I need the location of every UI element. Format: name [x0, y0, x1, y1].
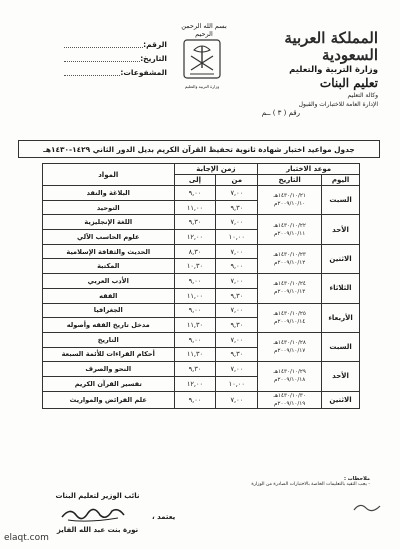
hijri-date: ١٤٣٠/١٠/٣٠هـ: [273, 392, 306, 399]
signatory-name: نورة بنت عبد الله الفايز: [56, 526, 139, 534]
gregorian-date: ٢٠٠٩/١٠/١٨م: [274, 377, 306, 384]
time-to-cell: ١٢,٠٠: [174, 376, 216, 391]
time-from-cell: ٧,٠٠: [216, 244, 258, 259]
gregorian-date: ٢٠٠٩/١٠/١٤م: [274, 318, 306, 325]
time-from-cell: ٩,٣٠: [216, 288, 258, 303]
time-from-cell: ٧,٠٠: [216, 186, 258, 201]
header-from: من: [216, 175, 258, 186]
date-cell: [258, 274, 322, 303]
hijri-date: ١٤٣٠/١٠/٢٥هـ: [273, 310, 306, 317]
gregorian-date: ٢٠٠٩/١٠/١٣م: [274, 289, 306, 296]
hijri-date: ١٤٣٠/١٠/٢١هـ: [273, 193, 306, 200]
field-number: الرقم:: [62, 38, 167, 52]
header-answer-time: زمن الإجابة: [174, 164, 258, 175]
subject-cell: النحو والصرف: [43, 362, 175, 377]
time-from-cell: ٩,٠٠: [216, 259, 258, 274]
field-date: التاريخ:: [62, 52, 167, 66]
table-row: [43, 303, 360, 318]
time-to-cell: ١٠,٣٠: [174, 259, 216, 274]
date-cell: [258, 332, 322, 361]
stamp-mark: [352, 500, 382, 514]
hijri-date: ١٤٣٠/١٠/٢٣هـ: [273, 251, 306, 258]
notes-text: - يجب التقيد بالتعليمات الخاصة بالاختبارات الصادرة من الوزارة: [251, 482, 370, 487]
header-line-4: وكالة التعليم: [347, 92, 378, 99]
time-to-cell: ٩,٠٠: [174, 332, 216, 347]
table-row: [43, 362, 360, 377]
reference-fields: [62, 38, 167, 80]
hijri-date: ١٤٣٠/١٠/٢٨هـ: [273, 340, 306, 347]
header-to: إلى: [174, 175, 216, 186]
hijri-date: ١٤٣٠/١٠/٢٩هـ: [273, 369, 306, 376]
time-to-cell: ٩,٠٠: [174, 303, 216, 318]
time-to-cell: ١١,٠٠: [174, 200, 216, 215]
header-day: اليوم: [322, 175, 360, 186]
hijri-date: ١٤٣٠/١٠/٢٤هـ: [273, 281, 306, 288]
exam-schedule-table: [42, 163, 360, 409]
time-to-cell: ١١,٠٠: [174, 288, 216, 303]
table-row: [43, 186, 360, 201]
date-cell: [258, 186, 322, 215]
subject-cell: مدخل تاريخ الفقه وأصوله: [43, 318, 175, 333]
date-cell: [258, 391, 322, 408]
day-cell: الأربعاء: [322, 303, 360, 332]
header-line-5: الإدارة العامة للاختبارات والقبول: [298, 101, 378, 108]
header-date: التاريخ: [258, 175, 322, 186]
day-cell: الأحد: [322, 215, 360, 244]
gregorian-date: ٢٠٠٩/١٠/١٠م: [274, 201, 306, 208]
handwritten-signature: [58, 503, 128, 525]
subject-cell: التوحيد: [43, 200, 175, 215]
gregorian-date: ٢٠٠٩/١٠/١٩م: [274, 400, 306, 407]
time-from-cell: ٩,٣٠: [216, 318, 258, 333]
time-to-cell: ٨,٣٠: [174, 244, 216, 259]
time-from-cell: ١٠,٠٠: [216, 230, 258, 245]
time-to-cell: ١٢,٠٠: [174, 230, 216, 245]
signatory-title: نائب الوزير لتعليم البنات: [55, 492, 140, 500]
document-title: جدول مواعيد اختبار شهادة ثانوية تحفيظ القرآن الكريم بديل الدور الثاني ١٤٢٩-١٤٣٠هـ: [18, 140, 380, 158]
day-cell: الأحد: [322, 362, 360, 391]
time-to-cell: ١١,٣٠: [174, 318, 216, 333]
gregorian-date: ٢٠٠٩/١٠/١٧م: [274, 348, 306, 355]
subject-cell: علوم الحاسب الآلي: [43, 230, 175, 245]
subject-cell: اللغة الإنجليزية: [43, 215, 175, 230]
table-row: [43, 244, 360, 259]
time-from-cell: ٧,٠٠: [216, 332, 258, 347]
time-to-cell: ٩,٠٠: [174, 274, 216, 289]
header-line-3: تعليم البنات: [319, 76, 378, 90]
date-cell: [258, 303, 322, 332]
subject-cell: التاريخ: [43, 332, 175, 347]
time-from-cell: ٧,٠٠: [216, 303, 258, 318]
subject-cell: الحديث والثقافة الإسلامية: [43, 244, 175, 259]
day-cell: السبت: [322, 332, 360, 361]
watermark: elaqt.com: [4, 533, 49, 543]
time-to-cell: ٩,٠٠: [174, 186, 216, 201]
date-cell: [258, 244, 322, 273]
subject-cell: أحكام القراءات للأئمة السبعة: [43, 347, 175, 362]
table-row: [43, 332, 360, 347]
time-to-cell: ٩,٣٠: [174, 362, 216, 377]
time-from-cell: ٧,٠٠: [216, 274, 258, 289]
basmala: بسم الله الرحمن الرحيم: [181, 22, 227, 38]
time-to-cell: ٩,٣٠: [174, 215, 216, 230]
subject-cell: الأدب العربي: [43, 274, 175, 289]
subject-cell: تفسير القرآن الكريم: [43, 376, 175, 391]
day-cell: الاثنين: [322, 391, 360, 408]
table-row: [43, 391, 360, 408]
field-attachments: المشفوعات:: [62, 66, 167, 80]
day-cell: السبت: [322, 186, 360, 215]
time-from-cell: ٧,٠٠: [216, 362, 258, 377]
time-to-cell: ٩,٠٠: [174, 391, 216, 408]
time-from-cell: ٩,٣٠: [216, 200, 258, 215]
notes-title: ملاحظات :: [343, 476, 370, 482]
time-from-cell: ٧,٠٠: [216, 391, 258, 408]
table-row: [43, 215, 360, 230]
ministry-header: [238, 30, 378, 109]
subject-cell: البلاغة والنقد: [43, 186, 175, 201]
time-from-cell: ٩,٣٠: [216, 347, 258, 362]
reference-number: رقم ( ٣ ) ــم: [261, 109, 300, 117]
header-subjects: المواد: [43, 164, 175, 186]
subject-cell: الفقه: [43, 288, 175, 303]
day-cell: الثلاثاء: [322, 274, 360, 303]
emblem-caption: وزارة التربية والتعليم: [184, 84, 220, 89]
date-cell: [258, 362, 322, 391]
time-from-cell: ٧,٠٠: [216, 215, 258, 230]
table-row: [43, 274, 360, 289]
date-cell: [258, 215, 322, 244]
hijri-date: ١٤٣٠/١٠/٢٢هـ: [273, 222, 306, 229]
gregorian-date: ٢٠٠٩/١٠/١٢م: [274, 259, 306, 266]
ministry-emblem-icon: [182, 38, 222, 80]
day-cell: الاثنين: [322, 244, 360, 273]
header-exam-date: موعد الاختبار: [258, 164, 360, 175]
subject-cell: الجغرافيا: [43, 303, 175, 318]
time-to-cell: ١١,٣٠: [174, 347, 216, 362]
header-line-2: وزارة التربية والتعليم: [289, 65, 378, 75]
subject-cell: المكتبة: [43, 259, 175, 274]
gregorian-date: ٢٠٠٩/١٠/١١م: [274, 230, 306, 237]
time-from-cell: ١٠,٠٠: [216, 376, 258, 391]
approval-label: يعتمد ،: [152, 513, 176, 521]
subject-cell: علم الفرائض والمواريث: [43, 391, 175, 408]
notes-box: [192, 476, 370, 494]
header-line-1: المملكة العربية السعودية: [284, 29, 378, 64]
